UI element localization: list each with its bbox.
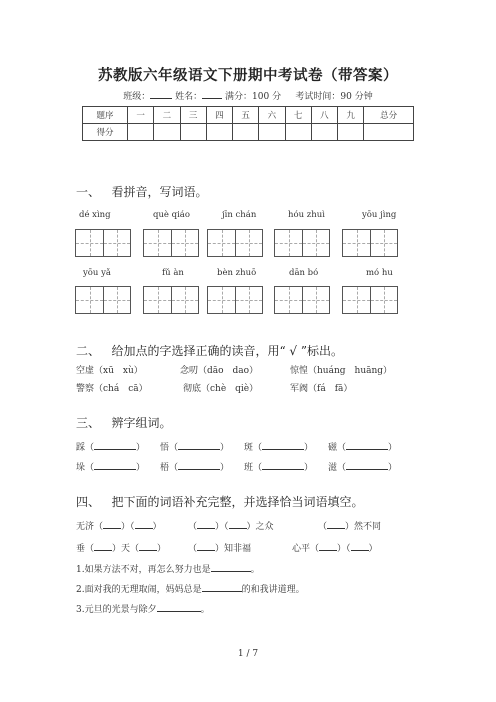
idiom-text: 垂（ (76, 544, 95, 554)
time-label: 考试时间：90 分钟 (295, 92, 373, 102)
page-number: 1 / 7 (237, 649, 259, 659)
word-group-item: 悟（ ） (160, 440, 229, 453)
fill-question-1 (76, 562, 260, 575)
answer-blank[interactable] (211, 562, 251, 572)
score-cell[interactable] (180, 124, 206, 141)
score-cell[interactable] (154, 124, 180, 141)
character: 磁 (328, 443, 338, 453)
name-label: 姓名： (175, 92, 203, 102)
section-4-heading (76, 493, 363, 510)
section-number: 一、 (76, 185, 101, 199)
question-text: 2.面对我的无理取闹，妈妈总是 (76, 585, 202, 595)
word-group-item: 滋（ ） (328, 460, 397, 473)
header-cell: 题序 (83, 107, 128, 124)
reading-choice[interactable]: 彻底（chè qiè） (183, 384, 259, 394)
idiom-line-2 (76, 541, 166, 554)
score-table-header (83, 107, 414, 124)
pinyin: fǔ àn (162, 268, 184, 278)
answer-blank[interactable] (346, 460, 388, 470)
word-group-item: 班（ ） (244, 460, 313, 473)
idiom-text: ）（ (215, 522, 229, 532)
idiom-text: （ (188, 522, 198, 532)
fill-question-2 (76, 582, 305, 595)
fill-question-3 (76, 602, 210, 615)
writing-grid[interactable] (143, 229, 199, 257)
section-2-heading (76, 342, 343, 359)
character: 斑 (244, 443, 254, 453)
writing-grid[interactable] (274, 286, 330, 314)
idiom-line-1 (76, 519, 162, 532)
section-title: 把下面的词语补充完整，并选择恰当词语填空。 (111, 495, 364, 509)
idiom-text: ）（ (121, 522, 135, 532)
answer-blank[interactable] (327, 519, 345, 529)
idiom-text: 心平（ (292, 544, 320, 554)
reading-choice[interactable]: 警察（chá cā） (76, 384, 148, 394)
header-cell: 五 (233, 107, 259, 124)
idiom-text: ）天（ (112, 544, 140, 554)
idiom-line-2c (292, 541, 378, 554)
answer-blank[interactable] (94, 460, 136, 470)
name-blank[interactable] (202, 90, 222, 99)
pinyin: yōu yǎ (83, 268, 111, 278)
answer-blank[interactable] (94, 541, 112, 551)
idiom-text: （ (318, 522, 328, 532)
pinyin: dān bó (289, 268, 319, 278)
class-blank[interactable] (150, 90, 172, 99)
answer-blank[interactable] (94, 440, 136, 450)
exam-info-line (0, 89, 496, 102)
answer-blank[interactable] (178, 460, 220, 470)
section-1-heading (76, 183, 207, 200)
header-cell: 一 (128, 107, 154, 124)
question-text: 1.如果方法不对，再怎么努力也是 (76, 565, 211, 575)
idiom-text: ） (368, 544, 378, 554)
answer-blank[interactable] (319, 541, 337, 551)
score-cell[interactable] (338, 124, 364, 141)
pinyin: mó hu (366, 268, 393, 278)
score-cell[interactable] (311, 124, 337, 141)
idiom-text: ）知非福 (215, 544, 252, 554)
class-label: 班级： (123, 92, 151, 102)
idiom-text: ）之众 (246, 522, 274, 532)
idiom-line-1b (188, 519, 274, 532)
score-cell[interactable] (364, 124, 414, 141)
question-text: 。 (200, 605, 210, 615)
answer-blank[interactable] (197, 519, 215, 529)
word-group-item: 斑（ ） (244, 440, 313, 453)
header-cell: 六 (259, 107, 285, 124)
answer-blank[interactable] (178, 440, 220, 450)
writing-grid[interactable] (75, 286, 131, 314)
idiom-text: ） (152, 522, 162, 532)
character: 悟 (160, 443, 170, 453)
score-cell[interactable] (259, 124, 285, 141)
idiom-line-2b (188, 541, 251, 554)
answer-blank[interactable] (157, 602, 201, 612)
question-text: 。 (250, 565, 260, 575)
writing-grid[interactable] (342, 286, 398, 314)
reading-choice[interactable]: 念叨（dāo dao） (180, 366, 259, 376)
answer-blank[interactable] (103, 519, 121, 529)
idiom-text: 无济（ (76, 522, 104, 532)
word-group-item: 磁（ ） (328, 440, 397, 453)
pinyin: bèn zhuō (217, 268, 257, 278)
score-cell[interactable] (285, 124, 311, 141)
question-text: 3.元旦的光景与除夕 (76, 605, 157, 615)
idiom-text: ）然不同 (345, 522, 382, 532)
answer-blank[interactable] (202, 582, 242, 592)
score-cell[interactable] (233, 124, 259, 141)
character: 班 (244, 463, 254, 473)
section-title: 辨字组词。 (111, 416, 172, 430)
section-number: 二、 (76, 344, 101, 358)
idiom-text: （ (188, 544, 198, 554)
word-group-item: 踩（ ） (76, 440, 145, 453)
page-title: 苏教版六年级语文下册期中考试卷（带答案） (98, 67, 398, 84)
pinyin: hóu zhuì (288, 210, 325, 220)
pinyin: què qiáo (153, 210, 190, 220)
section-number: 四、 (76, 495, 101, 509)
section-title: 给加点的字选择正确的读音，用“ √ ”标出。 (111, 344, 344, 358)
answer-blank[interactable] (139, 541, 157, 551)
score-table (82, 106, 414, 141)
question-text: 的和我讲道理。 (241, 585, 305, 595)
idiom-text: ）（ (337, 544, 351, 554)
idiom-text: ） (157, 544, 167, 554)
header-cell: 二 (154, 107, 180, 124)
writing-grid[interactable] (143, 286, 199, 314)
pinyin: yōu jìng (362, 210, 397, 220)
answer-blank[interactable] (197, 541, 215, 551)
character: 梧 (160, 463, 170, 473)
answer-blank[interactable] (351, 541, 369, 551)
word-group-item: 梧（ ） (160, 460, 229, 473)
header-cell: 总分 (364, 107, 414, 124)
row-label: 得分 (83, 124, 128, 141)
writing-grid[interactable] (75, 229, 131, 257)
score-label: 满分：100 分 (225, 92, 282, 102)
reading-choice[interactable]: 惊惶（huáng huāng） (290, 366, 393, 376)
score-cell[interactable] (206, 124, 232, 141)
answer-blank[interactable] (262, 440, 304, 450)
word-group-item: 垛（ ） (76, 460, 145, 473)
pinyin: jīn chán (222, 210, 257, 220)
idiom-line-1c (318, 519, 381, 532)
answer-blank[interactable] (135, 519, 153, 529)
character: 滋 (328, 463, 338, 473)
header-cell: 三 (180, 107, 206, 124)
writing-grid[interactable] (342, 229, 398, 257)
header-cell: 四 (206, 107, 232, 124)
character: 踩 (76, 443, 86, 453)
answer-blank[interactable] (346, 440, 388, 450)
writing-grid[interactable] (274, 229, 330, 257)
header-cell: 九 (338, 107, 364, 124)
answer-blank[interactable] (229, 519, 247, 529)
writing-grid[interactable] (207, 229, 263, 257)
reading-choice[interactable]: 空虚（xū xù） (76, 366, 143, 376)
section-title: 看拼音，写词语。 (111, 185, 208, 199)
reading-choice[interactable]: 军阀（fá fā） (290, 384, 353, 394)
writing-grid[interactable] (207, 286, 263, 314)
header-cell: 七 (285, 107, 311, 124)
section-number: 三、 (76, 416, 101, 430)
score-table-row (83, 124, 414, 141)
header-cell: 八 (311, 107, 337, 124)
section-3-heading (76, 414, 171, 431)
score-cell[interactable] (128, 124, 154, 141)
character: 垛 (76, 463, 86, 473)
pinyin: dé xìng (79, 210, 111, 220)
answer-blank[interactable] (262, 460, 304, 470)
